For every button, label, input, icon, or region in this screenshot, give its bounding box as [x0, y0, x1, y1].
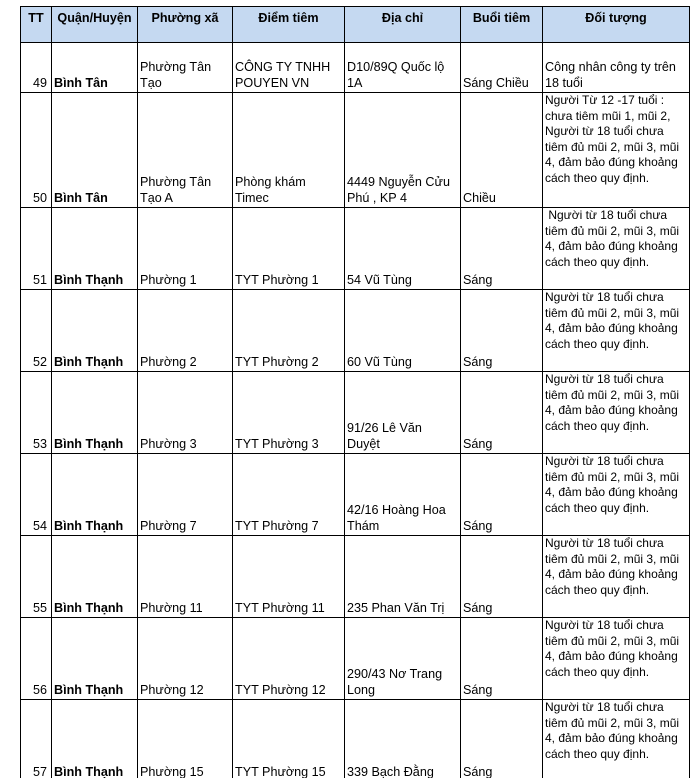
cell-address: 60 Vũ Tùng: [345, 290, 461, 372]
cell-session: Chiều: [461, 93, 543, 208]
table-row: [21, 618, 690, 700]
cell-district: Bình Thạnh: [52, 536, 138, 618]
cell-session: Sáng: [461, 536, 543, 618]
table-row: [21, 43, 690, 93]
cell-address: 54 Vũ Tùng: [345, 208, 461, 290]
cell-session: Sáng: [461, 700, 543, 778]
cell-target: Người từ 18 tuổi chưa tiêm đủ mũi 2, mũi 3, mũi 4, đảm bảo đúng khoảng cách theo quy định.: [543, 208, 690, 290]
cell-site: TYT Phường 7: [233, 454, 345, 536]
cell-session: Sáng: [461, 372, 543, 454]
cell-ward: Phường 2: [138, 290, 233, 372]
cell-target: Người từ 18 tuổi chưa tiêm đủ mũi 2, mũi 3, mũi 4, đảm bảo đúng khoảng cách theo quy định.: [543, 290, 690, 372]
cell-district: Bình Thạnh: [52, 372, 138, 454]
header-session: Buổi tiêm: [461, 7, 543, 43]
header-tt: TT: [21, 7, 52, 43]
cell-address: 290/43 Nơ Trang Long: [345, 618, 461, 700]
cell-site: TYT Phường 11: [233, 536, 345, 618]
header-row: [21, 7, 690, 43]
cell-target: Người từ 18 tuổi chưa tiêm đủ mũi 2, mũi 3, mũi 4, đảm bảo đúng khoảng cách theo quy định.: [543, 700, 690, 778]
cell-target: Người từ 18 tuổi chưa tiêm đủ mũi 2, mũi 3, mũi 4, đảm bảo đúng khoảng cách theo quy định.: [543, 372, 690, 454]
table-row: [21, 454, 690, 536]
cell-address: 91/26 Lê Văn Duyệt: [345, 372, 461, 454]
cell-tt: 56: [21, 618, 52, 700]
cell-tt: 51: [21, 208, 52, 290]
cell-address: 4449 Nguyễn Cửu Phú , KP 4: [345, 93, 461, 208]
cell-site: Phòng khám Timec: [233, 93, 345, 208]
cell-ward: Phường 1: [138, 208, 233, 290]
cell-ward: Phường 12: [138, 618, 233, 700]
header-site: Điểm tiêm: [233, 7, 345, 43]
cell-tt: 57: [21, 700, 52, 778]
cell-target: Người từ 18 tuổi chưa tiêm đủ mũi 2, mũi 3, mũi 4, đảm bảo đúng khoảng cách theo quy định.: [543, 454, 690, 536]
cell-tt: 53: [21, 372, 52, 454]
cell-site: CÔNG TY TNHH POUYEN VN: [233, 43, 345, 93]
cell-tt: 52: [21, 290, 52, 372]
cell-target: Người Từ 12 -17 tuổi : chưa tiêm mũi 1, mũi 2, Người từ 18 tuổi chưa tiêm đủ mũi 2, mũi 3, mũi 4, đảm bảo đúng khoảng cách theo quy định.: [543, 93, 690, 208]
cell-target: Người từ 18 tuổi chưa tiêm đủ mũi 2, mũi 3, mũi 4, đảm bảo đúng khoảng cách theo quy định.: [543, 536, 690, 618]
cell-tt: 55: [21, 536, 52, 618]
cell-session: Sáng Chiều: [461, 43, 543, 93]
header-target: Đối tượng: [543, 7, 690, 43]
cell-tt: 54: [21, 454, 52, 536]
table-row: [21, 208, 690, 290]
cell-site: TYT Phường 3: [233, 372, 345, 454]
cell-ward: Phường 7: [138, 454, 233, 536]
table-row: [21, 700, 690, 778]
cell-district: Bình Thạnh: [52, 290, 138, 372]
header-district: Quận/Huyện: [52, 7, 138, 43]
cell-target: Người từ 18 tuổi chưa tiêm đủ mũi 2, mũi 3, mũi 4, đảm bảo đúng khoảng cách theo quy định.: [543, 618, 690, 700]
cell-ward: Phường Tân Tạo A: [138, 93, 233, 208]
cell-district: Bình Tân: [52, 93, 138, 208]
cell-ward: Phường 3: [138, 372, 233, 454]
cell-site: TYT Phường 12: [233, 618, 345, 700]
cell-target: Công nhân công ty trên 18 tuổi: [543, 43, 690, 93]
header-address: Địa chỉ: [345, 7, 461, 43]
cell-session: Sáng: [461, 290, 543, 372]
table-row: [21, 372, 690, 454]
cell-tt: 49: [21, 43, 52, 93]
cell-session: Sáng: [461, 454, 543, 536]
cell-district: Bình Thạnh: [52, 700, 138, 778]
cell-ward: Phường 15: [138, 700, 233, 778]
table-row: [21, 290, 690, 372]
cell-site: TYT Phường 2: [233, 290, 345, 372]
cell-address: 42/16 Hoàng Hoa Thám: [345, 454, 461, 536]
cell-district: Bình Thạnh: [52, 454, 138, 536]
table-row: [21, 536, 690, 618]
cell-site: TYT Phường 15: [233, 700, 345, 778]
cell-session: Sáng: [461, 618, 543, 700]
cell-district: Bình Thạnh: [52, 618, 138, 700]
cell-district: Bình Tân: [52, 43, 138, 93]
cell-address: 339 Bạch Đằng: [345, 700, 461, 778]
cell-address: D10/89Q Quốc lộ 1A: [345, 43, 461, 93]
cell-address: 235 Phan Văn Trị: [345, 536, 461, 618]
cell-ward: Phường Tân Tạo: [138, 43, 233, 93]
table-row: [21, 93, 690, 208]
cell-site: TYT Phường 1: [233, 208, 345, 290]
cell-district: Bình Thạnh: [52, 208, 138, 290]
cell-tt: 50: [21, 93, 52, 208]
cell-ward: Phường 11: [138, 536, 233, 618]
cell-session: Sáng: [461, 208, 543, 290]
header-ward: Phường xã: [138, 7, 233, 43]
vaccination-schedule-table: [20, 6, 690, 778]
